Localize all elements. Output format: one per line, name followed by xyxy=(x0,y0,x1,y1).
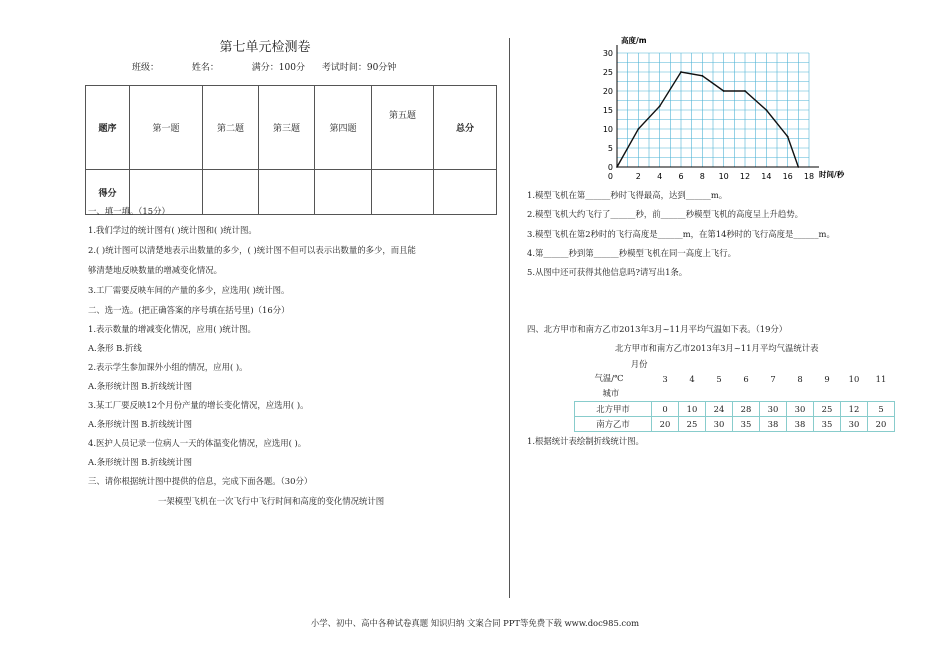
score-header-cell: 第二题 xyxy=(203,86,259,170)
section-3-heading: 三、请你根据统计图中提供的信息，完成下面各题。（30分） xyxy=(88,476,313,486)
temp-table-header-row xyxy=(575,357,895,402)
month-header: 7 xyxy=(770,374,776,384)
y-axis-label: 高度/m xyxy=(621,36,647,45)
full-score: 满分：100分 xyxy=(251,63,305,73)
temp-cell: 12 xyxy=(841,402,868,417)
temp-cell: 25 xyxy=(679,417,706,432)
x-tick-label: 8 xyxy=(699,172,705,181)
score-header-cell: 总分 xyxy=(434,86,497,170)
class-label: 班级： xyxy=(132,63,160,73)
chart-question: 5.从图中还可获得其他信息吗?请写出1条。 xyxy=(527,267,688,277)
section-4-task: 1.根据统计表绘制折线统计图。 xyxy=(527,436,644,446)
month-header: 3 xyxy=(662,374,668,384)
temp-cell: 10 xyxy=(679,402,706,417)
y-tick-label: 10 xyxy=(602,125,613,134)
question-line: 2.表示学生参加课外小组的情况，应用( )。 xyxy=(88,362,248,372)
chart-question: 3.模型飞机在第2秒时的飞行高度是______m，在第14秒时的飞行高度是______m。 xyxy=(527,229,835,239)
y-tick-label: 0 xyxy=(607,163,613,172)
x-tick-label: 2 xyxy=(635,172,641,181)
month-header: 9 xyxy=(824,374,830,384)
score-input-cell[interactable] xyxy=(259,170,315,215)
data-point xyxy=(637,128,639,130)
section-4-heading: 四、北方甲市和南方乙市2013年3月~11月平均气温如下表。（19分） xyxy=(527,324,788,334)
question-line: 1.表示数量的增减变化情况，应用( )统计图。 xyxy=(88,324,256,334)
y-tick-label: 25 xyxy=(602,68,613,77)
y-tick-label: 15 xyxy=(602,106,613,115)
temp-cell: 20 xyxy=(652,417,679,432)
score-input-cell[interactable] xyxy=(315,170,372,215)
score-header-cell: 第三题 xyxy=(259,86,315,170)
question-line: 2.( )统计图可以清楚地表示出数量的多少，( )统计图不但可以表示出数量的多少，而且能 xyxy=(88,245,416,255)
score-input-cell[interactable] xyxy=(203,170,259,215)
temp-cell: 38 xyxy=(760,417,787,432)
question-line: 4.医护人员记录一位病人一天的体温变化情况，应选用( )。 xyxy=(88,438,307,448)
data-point xyxy=(616,166,618,168)
y-tick-label: 30 xyxy=(602,49,613,58)
temp-cell: 30 xyxy=(706,417,733,432)
chart-caption: 一架模型飞机在一次飞行中飞行时间和高度的变化情况统计图 xyxy=(158,496,385,506)
data-point xyxy=(701,75,703,77)
score-input-cell[interactable] xyxy=(372,170,434,215)
month-header: 8 xyxy=(797,374,803,384)
question-line: 3.某工厂要反映12个月份产量的增长变化情况，应选用( )。 xyxy=(88,400,309,410)
temp-cell: 24 xyxy=(706,402,733,417)
corner-temp: 气温/℃ xyxy=(594,373,624,383)
x-axis-label: 时间/秒 xyxy=(819,170,845,179)
page-divider xyxy=(509,38,510,598)
temp-cell: 35 xyxy=(733,417,760,432)
score-input-cell[interactable] xyxy=(434,170,497,215)
data-point xyxy=(680,71,682,73)
chart-question: 1.模型飞机在第______秒时飞得最高，达到______m。 xyxy=(527,190,728,200)
flight-height-chart xyxy=(590,30,860,185)
data-point xyxy=(744,90,746,92)
score-header-cell: 第四题 xyxy=(315,86,372,170)
city-name: 北方甲市 xyxy=(575,402,652,417)
data-point xyxy=(797,166,799,168)
x-tick-label: 6 xyxy=(678,172,684,181)
corner-city: 城市 xyxy=(602,388,620,398)
data-point xyxy=(765,109,767,111)
temp-cell: 30 xyxy=(787,402,814,417)
question-line: 够清楚地反映数量的增减变化情况。 xyxy=(88,265,222,275)
origin-label: 0 xyxy=(607,172,613,181)
city-name: 南方乙市 xyxy=(575,417,652,432)
temp-cell: 30 xyxy=(760,402,787,417)
x-tick-label: 18 xyxy=(803,172,815,181)
month-header: 10 xyxy=(848,374,860,384)
corner-header xyxy=(575,357,652,402)
temp-cell: 25 xyxy=(814,402,841,417)
data-point xyxy=(723,90,725,92)
temp-cell: 38 xyxy=(787,417,814,432)
temp-cell: 0 xyxy=(652,402,679,417)
question-line: 3.工厂需要反映车间的产量的多少，应选用( )统计图。 xyxy=(88,285,290,295)
option-line: A.条形 B.折线 xyxy=(88,343,142,353)
month-header: 11 xyxy=(875,374,887,384)
score-label: 得分 xyxy=(86,170,130,215)
temp-cell: 20 xyxy=(868,417,895,432)
x-tick-label: 14 xyxy=(761,172,772,181)
score-header-cell: 第一题 xyxy=(130,86,203,170)
temp-table-title: 北方甲市和南方乙市2013年3月~11月平均气温统计表 xyxy=(615,343,819,353)
y-tick-label: 20 xyxy=(602,87,613,96)
score-table xyxy=(85,85,497,215)
chart-question: 4.第______秒到第______秒模型飞机在同一高度上飞行。 xyxy=(527,248,736,258)
x-tick-label: 4 xyxy=(657,172,663,181)
x-tick-label: 16 xyxy=(782,172,793,181)
page-title: 第七单元检测卷 xyxy=(219,40,311,55)
temp-cell: 35 xyxy=(814,417,841,432)
temp-cell: 28 xyxy=(733,402,760,417)
question-line: 1.我们学过的统计图有( )统计图和( )统计图。 xyxy=(88,225,257,235)
section-1-heading: 一、填一填。（15分） xyxy=(88,206,170,216)
temperature-table xyxy=(574,357,895,432)
section-2-heading: 二、选一选。(把正确答案的序号填在括号里)（16分） xyxy=(88,305,290,315)
name-label: 姓名： xyxy=(191,63,219,73)
x-tick-label: 10 xyxy=(718,172,729,181)
option-line: A.条形统计图 B.折线统计图 xyxy=(88,381,192,391)
data-point xyxy=(659,105,661,107)
month-header: 6 xyxy=(743,374,749,384)
corner-month: 月份 xyxy=(630,359,648,369)
table-row xyxy=(575,402,895,417)
chart-question: 2.模型飞机大约飞行了______秒，前______秒模型飞机的高度呈上升趋势。 xyxy=(527,209,803,219)
y-tick-label: 5 xyxy=(607,144,613,153)
exam-info xyxy=(132,60,426,73)
data-point xyxy=(787,136,789,138)
score-table-header-row xyxy=(86,86,497,170)
option-line: A.条形统计图 B.折线统计图 xyxy=(88,419,192,429)
page-footer: 小学、初中、高中各种试卷真题 知识归纳 文案合同 PPT等免费下载 www.doc985.com xyxy=(310,618,640,628)
temp-cell: 5 xyxy=(868,402,895,417)
exam-time: 考试时间：90分钟 xyxy=(321,63,397,73)
score-header-cell: 第五题 xyxy=(372,86,434,170)
month-header: 5 xyxy=(716,374,722,384)
score-header-cell: 题序 xyxy=(86,86,130,170)
temp-cell: 30 xyxy=(841,417,868,432)
month-header: 4 xyxy=(689,374,695,384)
option-line: A.条形统计图 B.折线统计图 xyxy=(88,457,192,467)
table-row xyxy=(575,417,895,432)
x-tick-label: 12 xyxy=(739,172,751,181)
